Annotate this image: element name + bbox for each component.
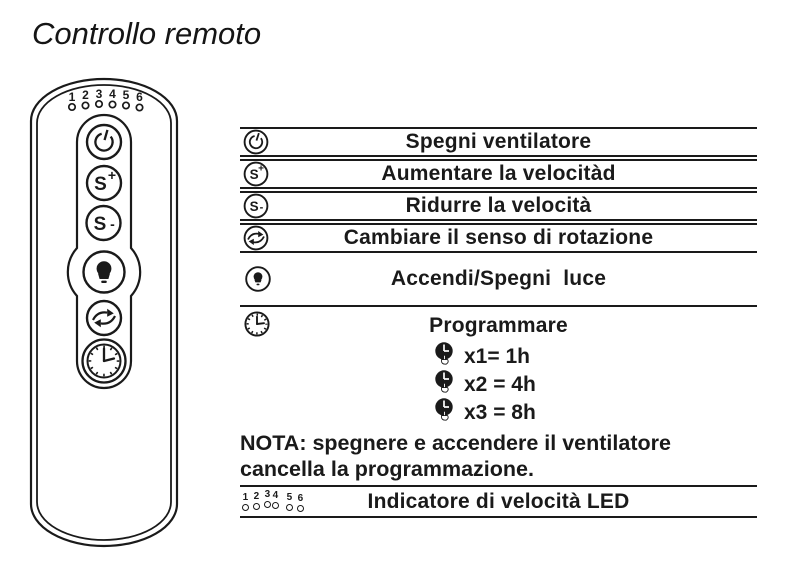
table-row <box>240 253 757 307</box>
row-label: Spegni ventilatore <box>405 130 592 153</box>
led-dot: 4 <box>272 491 279 509</box>
led-number: 5 <box>122 88 130 102</box>
function-table <box>240 127 757 518</box>
note-line: cancella la programmazione. <box>240 457 534 481</box>
row-label: Aumentare la velocitàd <box>381 162 616 185</box>
led-indicator-icon <box>242 490 308 508</box>
note <box>240 430 757 482</box>
s-minus-label: S <box>93 214 107 235</box>
s-plus-sign: + <box>107 167 117 183</box>
led-dot: 5 <box>286 493 293 511</box>
note-line: NOTA: spegnere e accendere il ventilatore <box>240 431 671 455</box>
power-icon <box>243 129 269 155</box>
table-row <box>240 127 757 157</box>
speed-up-button <box>87 166 121 200</box>
led-number: 6 <box>136 90 143 104</box>
rotate-button <box>87 301 121 335</box>
led-number: 3 <box>95 87 103 101</box>
table-row <box>240 485 757 518</box>
led-number: 2 <box>82 88 89 102</box>
row-label: Indicatore di velocità LED <box>367 489 630 513</box>
speed-down-button <box>87 206 121 240</box>
press-clock-icon <box>433 397 455 430</box>
timer-option-row <box>240 343 757 371</box>
led-dot: 3 <box>264 490 271 508</box>
timer-option-row <box>240 399 757 427</box>
svg-text:-: - <box>259 201 264 214</box>
table-row <box>240 159 757 189</box>
timer-option-label: x1= 1h <box>464 345 530 368</box>
svg-text:S: S <box>249 167 259 182</box>
led-dot: 1 <box>242 493 249 511</box>
table-row <box>240 307 757 343</box>
timer-option-label: x2 = 4h <box>464 373 536 396</box>
table-row <box>240 191 757 221</box>
timer-option-row <box>240 371 757 399</box>
row-label: Cambiare il senso di rotazione <box>343 226 654 249</box>
power-button <box>87 125 121 159</box>
timer-button <box>83 340 126 383</box>
s-minus-sign: - <box>110 216 115 232</box>
led-number: 1 <box>68 90 76 104</box>
s-plus-label: S <box>94 174 107 195</box>
clock-icon <box>243 310 271 338</box>
s-minus-icon <box>243 193 269 219</box>
light-icon <box>243 264 273 294</box>
timer-option-label: x3 = 8h <box>464 401 536 424</box>
led-dot: 6 <box>297 494 304 512</box>
light-button <box>84 252 125 293</box>
svg-text:+: + <box>258 163 265 175</box>
row-label: Programmare <box>429 314 568 337</box>
table-row <box>240 223 757 253</box>
row-label: Ridurre la velocità <box>405 194 592 217</box>
led-number: 4 <box>109 87 116 101</box>
row-label: Accendi/Spegni luce <box>390 267 607 290</box>
s-plus-icon <box>243 161 269 187</box>
rotate-icon <box>243 225 269 251</box>
led-dot: 2 <box>253 492 260 510</box>
svg-text:S: S <box>249 199 259 214</box>
remote-control-illustration <box>28 76 180 548</box>
page-title: Controllo remoto <box>32 16 262 51</box>
